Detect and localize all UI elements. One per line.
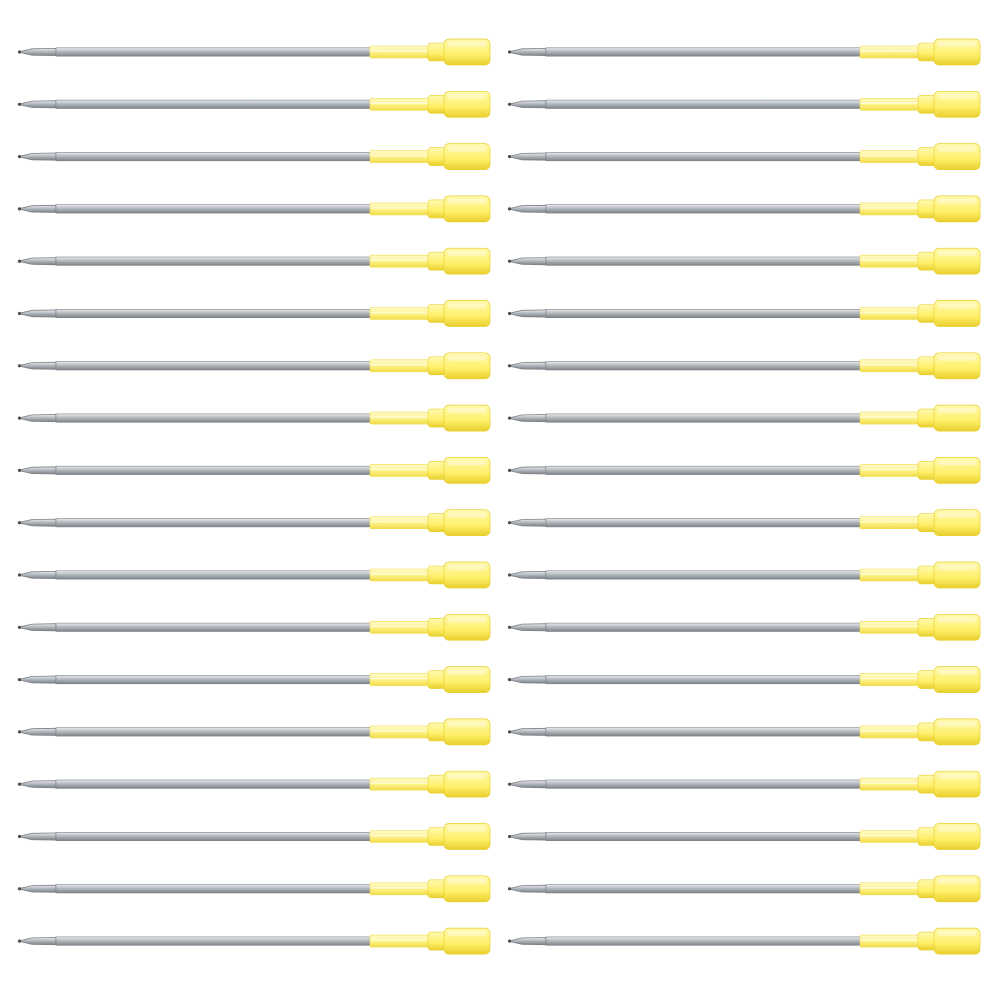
refill-plastic-tube xyxy=(370,778,436,790)
refill-cap-collar xyxy=(428,148,446,166)
cap-highlight xyxy=(938,722,976,727)
refill-barrel xyxy=(546,414,862,422)
refill-cap-collar xyxy=(918,200,936,218)
cap-highlight xyxy=(938,460,976,465)
cap-highlight xyxy=(938,827,976,832)
ball-point xyxy=(18,887,21,890)
ball-point xyxy=(18,835,21,838)
refill-cap-collar xyxy=(918,671,936,689)
cap-highlight xyxy=(938,513,976,518)
refill-cap-collar xyxy=(918,723,936,741)
cap-highlight xyxy=(448,931,486,936)
refill-plastic-tube xyxy=(860,883,926,895)
refill-barrel xyxy=(56,885,372,893)
cap-highlight xyxy=(938,94,976,99)
ball-point xyxy=(508,730,511,733)
refill-cap-collar xyxy=(918,95,936,113)
refill-barrel xyxy=(546,728,862,736)
refill-barrel xyxy=(546,362,862,370)
refill-cap-collar xyxy=(428,305,446,323)
ball-point xyxy=(18,364,21,367)
ball-point xyxy=(18,103,21,106)
refill-plastic-tube xyxy=(370,464,436,476)
cap-highlight xyxy=(938,879,976,884)
refill-cap-collar xyxy=(428,880,446,898)
refill-barrel xyxy=(56,832,372,840)
ball-point xyxy=(18,207,21,210)
refill-barrel xyxy=(546,48,862,56)
refill-plastic-tube xyxy=(370,831,436,843)
ball-point xyxy=(18,50,21,53)
cap-highlight xyxy=(448,513,486,518)
refill-barrel xyxy=(546,832,862,840)
refill-barrel xyxy=(546,466,862,474)
refill-plastic-tube xyxy=(860,935,926,947)
refill-plastic-tube xyxy=(860,46,926,58)
cap-highlight xyxy=(938,617,976,622)
refill-barrel xyxy=(546,937,862,945)
refill-barrel xyxy=(546,623,862,631)
refill-cap-collar xyxy=(428,932,446,950)
refill-barrel xyxy=(56,466,372,474)
ball-point xyxy=(18,783,21,786)
refill-plastic-tube xyxy=(860,308,926,320)
refill-cap-collar xyxy=(918,461,936,479)
cap-highlight xyxy=(938,408,976,413)
ball-point xyxy=(18,940,21,943)
ball-point xyxy=(508,887,511,890)
ball-point xyxy=(508,626,511,629)
ball-point xyxy=(508,260,511,263)
cap-highlight xyxy=(938,356,976,361)
refill-cap-collar xyxy=(918,409,936,427)
refill-plastic-tube xyxy=(860,98,926,110)
refill-cap-collar xyxy=(918,252,936,270)
refill-cap-collar xyxy=(918,148,936,166)
refill-barrel xyxy=(546,885,862,893)
refill-barrel xyxy=(546,309,862,317)
refill-barrel xyxy=(56,937,372,945)
refill-cap-collar xyxy=(918,566,936,584)
refill-cap-collar xyxy=(918,618,936,636)
cap-highlight xyxy=(448,722,486,727)
refill-barrel xyxy=(546,100,862,108)
cap-highlight xyxy=(938,774,976,779)
ball-point xyxy=(508,469,511,472)
ball-point xyxy=(508,521,511,524)
refill-plastic-tube xyxy=(370,308,436,320)
cap-highlight xyxy=(448,408,486,413)
ball-point xyxy=(508,312,511,315)
refill-barrel xyxy=(546,571,862,579)
refill-plastic-tube xyxy=(860,778,926,790)
refill-plastic-tube xyxy=(860,412,926,424)
cap-highlight xyxy=(448,774,486,779)
ball-point xyxy=(18,626,21,629)
cap-highlight xyxy=(448,617,486,622)
ball-point xyxy=(508,50,511,53)
refill-cap-collar xyxy=(428,409,446,427)
ball-point xyxy=(18,155,21,158)
refill-plastic-tube xyxy=(860,674,926,686)
ball-point xyxy=(18,730,21,733)
cap-highlight xyxy=(448,879,486,884)
cap-highlight xyxy=(448,94,486,99)
ball-point xyxy=(508,155,511,158)
cap-highlight xyxy=(938,199,976,204)
refill-plastic-tube xyxy=(860,464,926,476)
ball-point xyxy=(508,783,511,786)
refill-cap-collar xyxy=(918,932,936,950)
refill-cap-collar xyxy=(428,43,446,61)
refill-barrel xyxy=(546,780,862,788)
refill-cap-collar xyxy=(428,775,446,793)
refill-plastic-tube xyxy=(370,674,436,686)
refill-barrel xyxy=(56,205,372,213)
cap-highlight xyxy=(938,42,976,47)
refill-barrel xyxy=(56,623,372,631)
ball-point xyxy=(18,312,21,315)
refill-cap-collar xyxy=(918,514,936,532)
refill-cap-collar xyxy=(428,828,446,846)
ball-point xyxy=(508,573,511,576)
refill-barrel xyxy=(56,728,372,736)
ball-point xyxy=(508,678,511,681)
cap-highlight xyxy=(938,670,976,675)
cap-highlight xyxy=(448,670,486,675)
refill-plastic-tube xyxy=(860,621,926,633)
cap-highlight xyxy=(448,356,486,361)
refill-barrel xyxy=(56,257,372,265)
ball-point xyxy=(18,260,21,263)
refill-cap-collar xyxy=(428,671,446,689)
ball-point xyxy=(508,103,511,106)
refill-barrel xyxy=(56,100,372,108)
ball-point xyxy=(18,469,21,472)
refill-cap-collar xyxy=(918,357,936,375)
ball-point xyxy=(508,417,511,420)
refill-cap-collar xyxy=(918,880,936,898)
refill-barrel xyxy=(546,675,862,683)
refill-barrel xyxy=(56,362,372,370)
refill-barrel xyxy=(546,152,862,160)
refill-barrel xyxy=(56,309,372,317)
cap-highlight xyxy=(938,251,976,256)
cap-highlight xyxy=(938,147,976,152)
refill-plastic-tube xyxy=(860,726,926,738)
ball-point xyxy=(508,940,511,943)
refill-cap-collar xyxy=(918,828,936,846)
refill-barrel xyxy=(546,257,862,265)
refill-barrel xyxy=(546,205,862,213)
cap-highlight xyxy=(448,460,486,465)
refill-plastic-tube xyxy=(370,412,436,424)
cap-highlight xyxy=(448,304,486,309)
ball-point xyxy=(508,207,511,210)
refill-cap-collar xyxy=(918,775,936,793)
refill-cap-collar xyxy=(918,43,936,61)
cap-highlight xyxy=(938,565,976,570)
refill-cap-collar xyxy=(428,618,446,636)
refill-plastic-tube xyxy=(370,255,436,267)
refill-cap-collar xyxy=(428,95,446,113)
refill-plastic-tube xyxy=(370,203,436,215)
refill-plastic-tube xyxy=(370,98,436,110)
refill-barrel xyxy=(56,571,372,579)
refill-plastic-tube xyxy=(860,151,926,163)
refill-plastic-tube xyxy=(860,360,926,372)
ball-point xyxy=(18,521,21,524)
refill-cap-collar xyxy=(918,305,936,323)
refill-plastic-tube xyxy=(370,360,436,372)
refill-cap-collar xyxy=(428,723,446,741)
ball-point xyxy=(18,417,21,420)
refill-barrel xyxy=(546,519,862,527)
cap-highlight xyxy=(448,251,486,256)
cap-highlight xyxy=(448,147,486,152)
refill-barrel xyxy=(56,780,372,788)
ball-point xyxy=(18,678,21,681)
refill-plastic-tube xyxy=(370,46,436,58)
ball-point xyxy=(508,835,511,838)
cap-highlight xyxy=(448,827,486,832)
cap-highlight xyxy=(448,42,486,47)
refill-plastic-tube xyxy=(370,151,436,163)
ball-point xyxy=(18,573,21,576)
cap-highlight xyxy=(448,565,486,570)
refill-barrel xyxy=(56,152,372,160)
refill-barrel xyxy=(56,519,372,527)
refill-plastic-tube xyxy=(370,726,436,738)
refill-cap-collar xyxy=(428,566,446,584)
refill-cap-collar xyxy=(428,461,446,479)
refill-plastic-tube xyxy=(860,255,926,267)
refill-plastic-tube xyxy=(370,569,436,581)
refill-plastic-tube xyxy=(860,517,926,529)
refill-barrel xyxy=(56,675,372,683)
refill-cap-collar xyxy=(428,200,446,218)
refill-barrel xyxy=(56,48,372,56)
refill-plastic-tube xyxy=(860,569,926,581)
refill-plastic-tube xyxy=(370,517,436,529)
cap-highlight xyxy=(938,304,976,309)
ball-point xyxy=(508,364,511,367)
refill-barrel xyxy=(56,414,372,422)
cap-highlight xyxy=(448,199,486,204)
refill-plastic-tube xyxy=(370,935,436,947)
cap-highlight xyxy=(938,931,976,936)
refill-plastic-tube xyxy=(860,203,926,215)
refill-cap-collar xyxy=(428,357,446,375)
refill-plastic-tube xyxy=(370,883,436,895)
refill-cap-collar xyxy=(428,252,446,270)
refill-cap-collar xyxy=(428,514,446,532)
refill-plastic-tube xyxy=(860,831,926,843)
refill-plastic-tube xyxy=(370,621,436,633)
